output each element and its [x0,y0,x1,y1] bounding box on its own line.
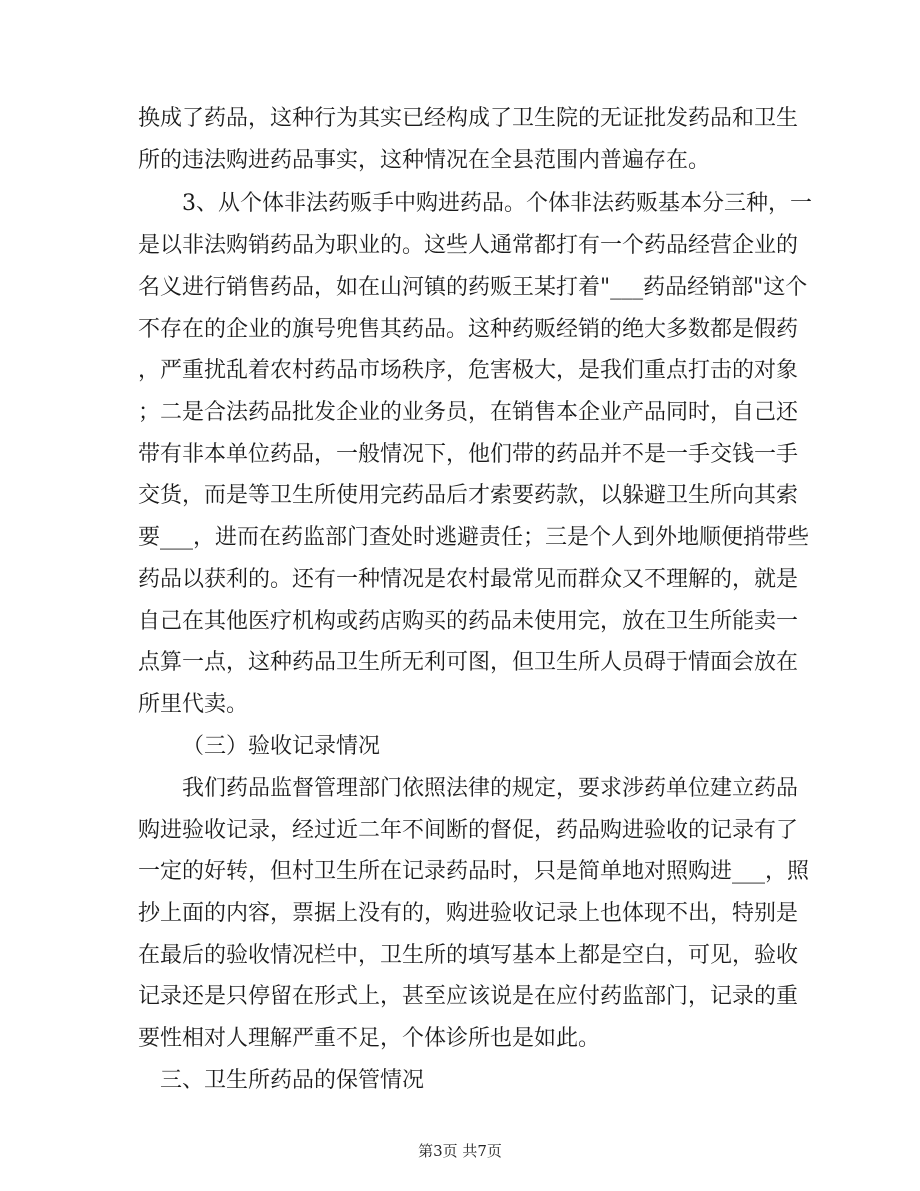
paragraph-line: 购进验收记录，经过近二年不间断的督促，药品购进验收的记录有了 [138,818,799,843]
paragraph-line: 点算一点，这种药品卫生所无利可图，但卫生所人员碍于情面会放在 [138,650,799,675]
paragraph-line: 所里代卖。 [138,692,249,717]
section-heading: 三、卫生所药品的保管情况 [160,1068,425,1093]
paragraph-line: 名义进行销售药品，如在山河镇的药贩王某打着"___药品经销部"这个 [138,275,808,300]
paragraph-line: 我们药品监督管理部门依照法律的规定，要求涉药单位建立药品 [182,776,799,801]
paragraph-line: 所的违法购进药品事实，这种情况在全县范围内普遍存在。 [138,148,711,173]
paragraph-line: 不存在的企业的旗号兜售其药品。这种药贩经销的绝大多数都是假药 [138,317,799,342]
paragraph-line: 交货，而是等卫生所使用完药品后才索要药款，以躲避卫生所向其索 [138,483,799,508]
paragraph-line: 抄上面的内容，票据上没有的，购进验收记录上也体现不出，特别是 [138,901,799,926]
paragraph-line: ；二是合法药品批发企业的业务员，在销售本企业产品同时，自己还 [138,400,799,425]
paragraph-line: ，严重扰乱着农村药品市场秩序，危害极大，是我们重点打击的对象 [138,358,799,383]
page-footer: 第3页 共7页 [418,1142,502,1160]
paragraph-line: 要性相对人理解严重不足，个体诊所也是如此。 [138,1026,601,1051]
paragraph-line: 带有非本单位药品，一般情况下，他们带的药品并不是一手交钱一手 [138,442,799,467]
paragraph-line: 一定的好转，但村卫生所在记录药品时，只是简单地对照购进___，照 [138,859,810,884]
paragraph-line: 记录还是只停留在形式上，甚至应该说是在应付药监部门，记录的重 [138,984,799,1009]
paragraph-line: 3、从个体非法药贩手中购进药品。个体非法药贩基本分三种，一 [182,191,812,216]
paragraph-line: 药品以获利的。还有一种情况是农村最常见而群众又不理解的，就是 [138,567,799,592]
section-heading: （三）验收记录情况 [182,734,381,759]
paragraph-line: 是以非法购销药品为职业的。这些人通常都打有一个药品经营企业的 [138,233,799,258]
paragraph-line: 要___，进而在药监部门查处时逃避责任；三是个人到外地顺便捎带些 [138,525,810,550]
paragraph-line: 在最后的验收情况栏中，卫生所的填写基本上都是空白，可见，验收 [138,943,799,968]
paragraph-line: 自己在其他医疗机构或药店购买的药品未使用完，放在卫生所能卖一 [138,609,799,634]
paragraph-line: 换成了药品，这种行为其实已经构成了卫生院的无证批发药品和卫生 [138,106,799,131]
